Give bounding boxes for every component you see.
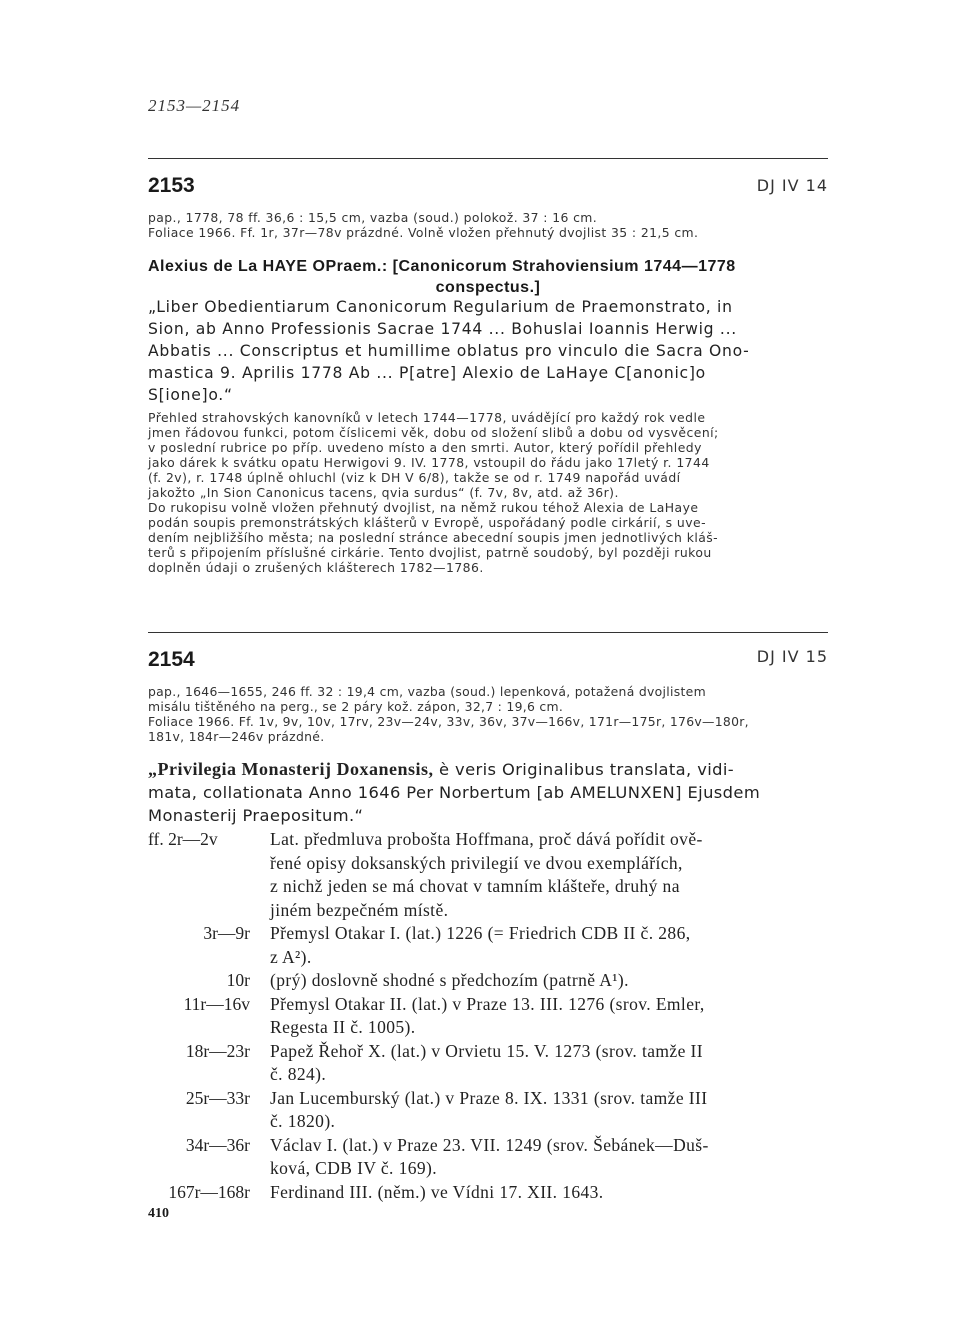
contents-row (148, 969, 828, 993)
contents-description (270, 1040, 828, 1087)
physical-line: pap., 1778, 78 ff. 36,6 : 15,5 cm, vazba (soud.) polokož. 37 : 16 cm. (148, 210, 598, 225)
description-line: jakožto „In Sion Canonicus tacens, qvia surdus“ (f. 7v, 8v, atd. až 36r). (148, 485, 619, 500)
title-2153 (148, 296, 828, 406)
contents-line: Ferdinand III. (něm.) ve Vídni 17. XII. 1643. (270, 1181, 604, 1202)
contents-description (270, 922, 828, 969)
physical-line: misálu tištěného na perg., se 2 páry kož. zápon, 32,7 : 19,6 cm. (148, 699, 564, 714)
running-head: 2153—2154 (148, 96, 241, 115)
contents-line: (prý) doslovně shodné s předchozím (patrně A¹). (270, 970, 629, 990)
physical-line: pap., 1646—1655, 246 ff. 32 : 19,4 cm, vazba (soud.) lepenková, potažená dvojlistem (148, 684, 706, 699)
title-line: mastica 9. Aprilis 1778 Ab ... P[atre] Alexio de LaHaye C[anonic]o (148, 364, 706, 382)
title-line: mata, collationata Anno 1646 Per Norbertum [ab AMELUNXEN] Ejusdem (148, 783, 761, 802)
physical-line: Foliace 1966. Ff. 1r, 37r—78v prázdné. Volně vložen přehnutý dvojlist 35 : 21,5 cm. (148, 225, 699, 240)
physical-description-2154 (148, 684, 828, 744)
contents-line: Přemysl Otakar I. (lat.) 1226 (= Friedrich CDB II č. 286, (270, 923, 691, 943)
title-bold: „Privilegia Monasterij Doxanensis, (148, 759, 434, 779)
folio-range: 25r—33r (185, 1087, 250, 1108)
contents-row (148, 993, 828, 1040)
title-2154 (148, 758, 828, 827)
heading-line: conspectus.] (435, 279, 541, 296)
description-line: terů s připojením příslušné cirkárie. Tento dvojlist, patrně soudobý, byl později rukou (148, 545, 712, 560)
description-line: Přehled strahovských kanovníků v letech 1744—1778, uvádějící pro každý rok vedle (148, 410, 706, 425)
contents-line: Regesta II č. 1005). (270, 1017, 416, 1037)
contents-description (270, 969, 828, 993)
contents-row (148, 1087, 828, 1134)
contents-line: Jan Lucemburský (lat.) v Praze 8. IX. 1331 (srov. tamže III (270, 1087, 708, 1108)
entry-number-2153: 2153 (148, 174, 195, 197)
heading-line: Alexius de La HAYE OPraem.: [Canonicorum Strahoviensium 1744—1778 (148, 258, 736, 275)
contents-row (148, 1181, 828, 1205)
contents-line: z A²). (270, 946, 312, 967)
folio-range: 11r—16v (183, 993, 250, 1014)
author-heading-2153 (148, 256, 828, 298)
folio-range: 167r—168r (168, 1181, 250, 1202)
folio-range: 34r—36r (185, 1134, 250, 1155)
title-rest: è veris Originalibus translata, vidi- (433, 760, 735, 779)
title-line: Sion, ab Anno Professionis Sacrae 1744 ... Bohuslai Ioannis Herwig ... (148, 320, 737, 338)
page-number: 410 (148, 1206, 169, 1221)
contents-list (148, 828, 828, 1204)
description-line: (f. 2v), r. 1748 úplně ohluchl (viz k DH V 6/8), takže se od r. 1749 napořád uvádí (148, 470, 681, 485)
contents-description (270, 1181, 828, 1205)
description-line: v poslední rubrice po příp. uvedeno místo a den smrti. Autor, který pořídil přehledy (148, 440, 702, 455)
title-line: „Liber Obedientiarum Canonicorum Regularium de Praemonstrato, in (148, 298, 733, 316)
contents-line: Papež Řehoř X. (lat.) v Orvietu 15. V. 1273 (srov. tamže II (270, 1040, 703, 1061)
folio-range: 10r (226, 970, 250, 990)
entry-number-2154: 2154 (148, 648, 195, 671)
description-line: dením nejbližšího města; na poslední stránce abecední soupis jmen jednotlivých kláš- (148, 530, 719, 545)
description-line: podán soupis premonstrátských klášterů v Evropě, uspořádaný podle cirkárií, s uve- (148, 515, 706, 530)
contents-line: z nichž jeden se má chovat v tamním klášteře, druhý na (270, 876, 680, 896)
description-line: jmen řádovou funkci, potom číslicemi věk, dobu od složení slibů a dobu od vysvěcení; (148, 425, 719, 440)
folio-range: ff. 2r—2v (148, 829, 218, 849)
folio-range: 3r—9r (203, 923, 250, 943)
contents-row (148, 828, 828, 922)
title-line: Abbatis ... Conscriptus et humillime oblatus pro vinculo die Sacra Ono- (148, 342, 750, 360)
contents-line: jiném bezpečném místě. (270, 899, 449, 920)
physical-line: Foliace 1966. Ff. 1v, 9v, 10v, 17rv, 23v—24v, 33v, 36v, 37v—166v, 171r—175r, 176v—180r, (148, 714, 749, 729)
folio-range: 18r—23r (185, 1040, 250, 1061)
shelf-signature-2154: DJ IV 15 (756, 647, 828, 666)
contents-line: řené opisy doksanských privilegií ve dvou exemplářích, (270, 852, 683, 873)
contents-row (148, 1134, 828, 1181)
contents-line: č. 1820). (270, 1111, 336, 1131)
contents-description (270, 828, 828, 922)
contents-line: Václav I. (lat.) v Praze 23. VII. 1249 (srov. Šebánek—Duš- (270, 1134, 709, 1155)
contents-line: Lat. předmluva probošta Hoffmana, proč dává pořídit ově- (270, 829, 703, 849)
description-line: jako dárek k svátku opatu Herwigovi 9. IV. 1778, vstoupil do řádu jako 17letý r. 1744 (148, 455, 710, 470)
title-line: Monasterij Praepositum.“ (148, 806, 364, 825)
contents-row (148, 922, 828, 969)
contents-description (270, 1134, 828, 1181)
contents-line: ková, CDB IV č. 169). (270, 1158, 438, 1178)
contents-description (270, 1087, 828, 1134)
physical-description-2153 (148, 210, 828, 240)
contents-row (148, 1040, 828, 1087)
description-line: Do rukopisu volně vložen přehnutý dvojlist, na němž rukou téhož Alexia de LaHaye (148, 500, 699, 515)
contents-line: Přemysl Otakar II. (lat.) v Praze 13. III. 1276 (srov. Emler, (270, 993, 705, 1014)
contents-description (270, 993, 828, 1040)
separator-rule-1 (148, 158, 828, 159)
description-2153 (148, 410, 828, 575)
shelf-signature-2153: DJ IV 14 (756, 176, 828, 195)
title-line (148, 758, 828, 781)
description-line: doplněn údaji o zrušených klášterech 1782—1786. (148, 560, 484, 575)
separator-rule-2 (148, 632, 828, 633)
title-line: S[ione]o.“ (148, 386, 233, 404)
contents-line: č. 824). (270, 1064, 327, 1084)
physical-line: 181v, 184r—246v prázdné. (148, 729, 325, 744)
